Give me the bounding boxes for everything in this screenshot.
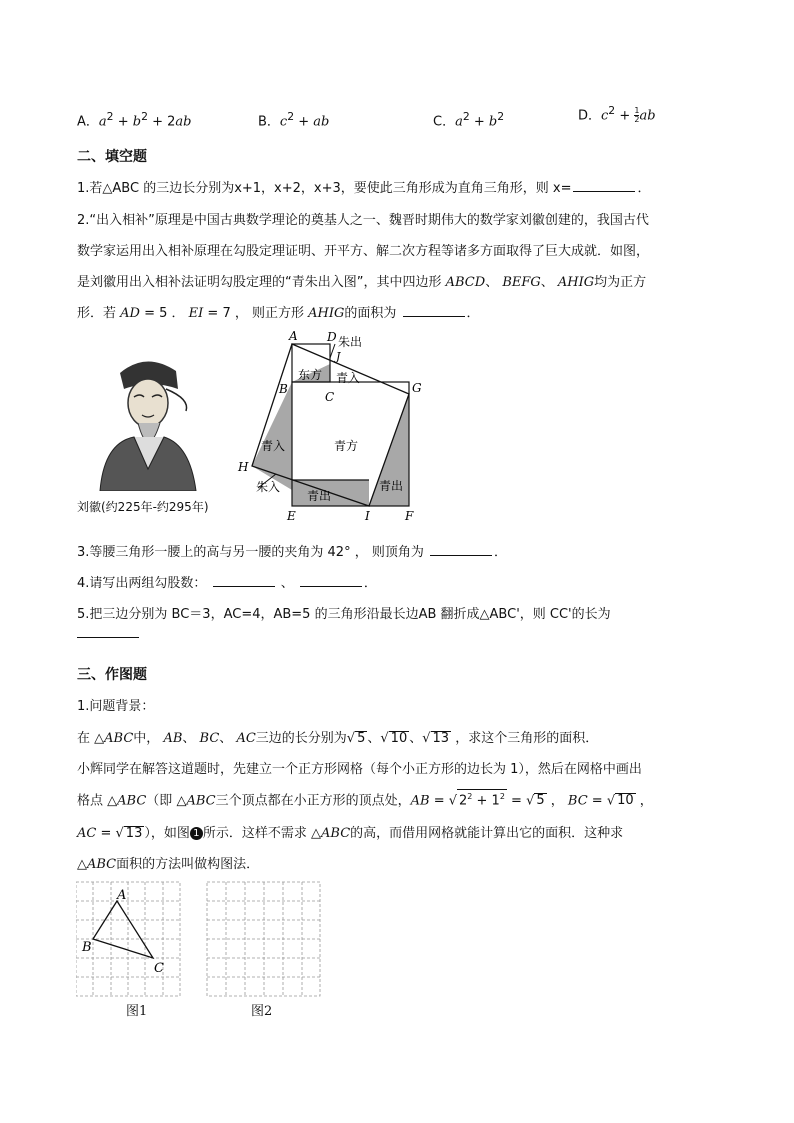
grid-label-A: A bbox=[117, 888, 127, 903]
choice-c: C．$a^2 + b^2$ bbox=[433, 110, 505, 130]
question-2-4: 4.请写出两组勾股数： 、 ． bbox=[77, 576, 377, 591]
label-B: B bbox=[279, 382, 288, 396]
region-qingfang-label: 青方 bbox=[334, 439, 359, 453]
label-I: I bbox=[365, 509, 370, 523]
region-zhuchu-label: 朱出 bbox=[338, 335, 363, 349]
label-E: E bbox=[287, 509, 296, 523]
answer-blank[interactable] bbox=[213, 574, 275, 587]
figure-1-caption: 图1 bbox=[126, 1004, 148, 1019]
section-3-title: 三、作图题 bbox=[77, 667, 147, 683]
region-qingchu-bottom-label: 青出 bbox=[307, 489, 332, 503]
label-J: J bbox=[336, 350, 341, 363]
portrait-caption: 刘徽(约225年-约295年) bbox=[77, 500, 209, 514]
label-H: H bbox=[238, 460, 249, 474]
question-2-2-line4: 形．若 AD = 5 ． EI = 7 ， 则正方形 AHIG的面积为 ． bbox=[77, 306, 480, 321]
answer-blank[interactable] bbox=[403, 304, 465, 317]
region-zhuru-label: 朱入 bbox=[256, 480, 281, 494]
section-2-title: 二、填空题 bbox=[77, 149, 147, 165]
grid-label-C: C bbox=[154, 961, 164, 976]
choice-b: B．$c^2$ + ab bbox=[258, 110, 330, 130]
grid-figure-1 bbox=[76, 882, 180, 996]
choice-d: D．$c^2$ + $\frac{1}{2}$ ab bbox=[578, 104, 656, 125]
label-F: F bbox=[405, 509, 414, 523]
region-qingru-top-label: 青入 bbox=[336, 371, 361, 385]
grid-figures bbox=[76, 880, 326, 1000]
question-3-1-line4: AC = √ 13 ），如图 1 所示．这样不需求 △ABC的高，而借用网格就能计算出它的面积．这种求 bbox=[77, 826, 624, 841]
question-2-1: 1.若△ABC 的三边长分别为x+1，x+2，x+3，要使此三角形成为直角三角形，则 x= ． bbox=[77, 181, 651, 196]
question-3-1-line3: 格点 △ABC（即 △ABC三个顶点都在小正方形的顶点处，AB = √ $2^2 + 1^2$ = √ 5 ， BC = √ 10 ， bbox=[77, 789, 653, 808]
answer-blank[interactable] bbox=[300, 574, 362, 587]
region-qingru-left-shape bbox=[252, 382, 292, 490]
region-dongfang-label: 东方 bbox=[298, 368, 323, 382]
answer-blank[interactable] bbox=[430, 543, 492, 556]
question-2-5: 5.把三边分别为 BC＝3，AC=4，AB=5 的三角形沿最长边AB 翻折成△ABC'，则 CC'的长为 bbox=[77, 607, 611, 622]
choice-a: A．$a^2 + b^2 + 2ab$ bbox=[77, 110, 192, 130]
label-G: G bbox=[412, 381, 422, 395]
liu-hui-portrait bbox=[90, 353, 202, 491]
label-A: A bbox=[289, 330, 298, 343]
label-D: D bbox=[327, 330, 337, 344]
question-3-1-line5: △ABC面积的方法叫做构图法． bbox=[77, 857, 260, 872]
question-3-1-line1: 在 △ABC中， AB、 BC、 AC三边的长分别为√ 5 、√ 10 、√ 13 ，求这个三角形的面积． bbox=[77, 731, 599, 746]
figure-number-circle: 1 bbox=[190, 827, 203, 840]
figure-2-caption: 图2 bbox=[251, 1004, 273, 1019]
question-2-2-line1: 2.“出入相补”原理是中国古典数学理论的奠基人之一、魏晋时期伟大的数学家刘徽创建的，我国古代 bbox=[77, 213, 649, 228]
answer-blank[interactable] bbox=[77, 637, 139, 638]
question-2-3: 3.等腰三角形一腰上的高与另一腰的夹角为 42° ， 则顶角为 ． bbox=[77, 545, 507, 560]
region-qingchu-right-label: 青出 bbox=[379, 479, 404, 493]
question-3-1-line2: 小辉同学在解答这道题时，先建立一个正方形网格（每个小正方形的边长为 1），然后在网格中画出 bbox=[77, 762, 642, 777]
grid-label-B: B bbox=[82, 940, 92, 955]
grid-figure-2 bbox=[207, 882, 320, 996]
question-3-1-head: 1.问题背景： bbox=[77, 699, 155, 714]
triangle-abc bbox=[93, 901, 153, 958]
region-qingru-left-label: 青入 bbox=[261, 439, 286, 453]
question-2-2-line2: 数学家运用出入相补原理在勾股定理证明、开平方、解二次方程等诸多方面取得了巨大成就．如图， bbox=[77, 244, 650, 259]
question-2-2-line3: 是刘徽用出入相补法证明勾股定理的“青朱出入图”，其中四边形 ABCD、 BEFG、 AHIG均为正方 bbox=[77, 275, 647, 290]
answer-blank[interactable] bbox=[573, 179, 635, 192]
qingzhu-diagram bbox=[232, 330, 432, 528]
label-C: C bbox=[325, 390, 335, 404]
